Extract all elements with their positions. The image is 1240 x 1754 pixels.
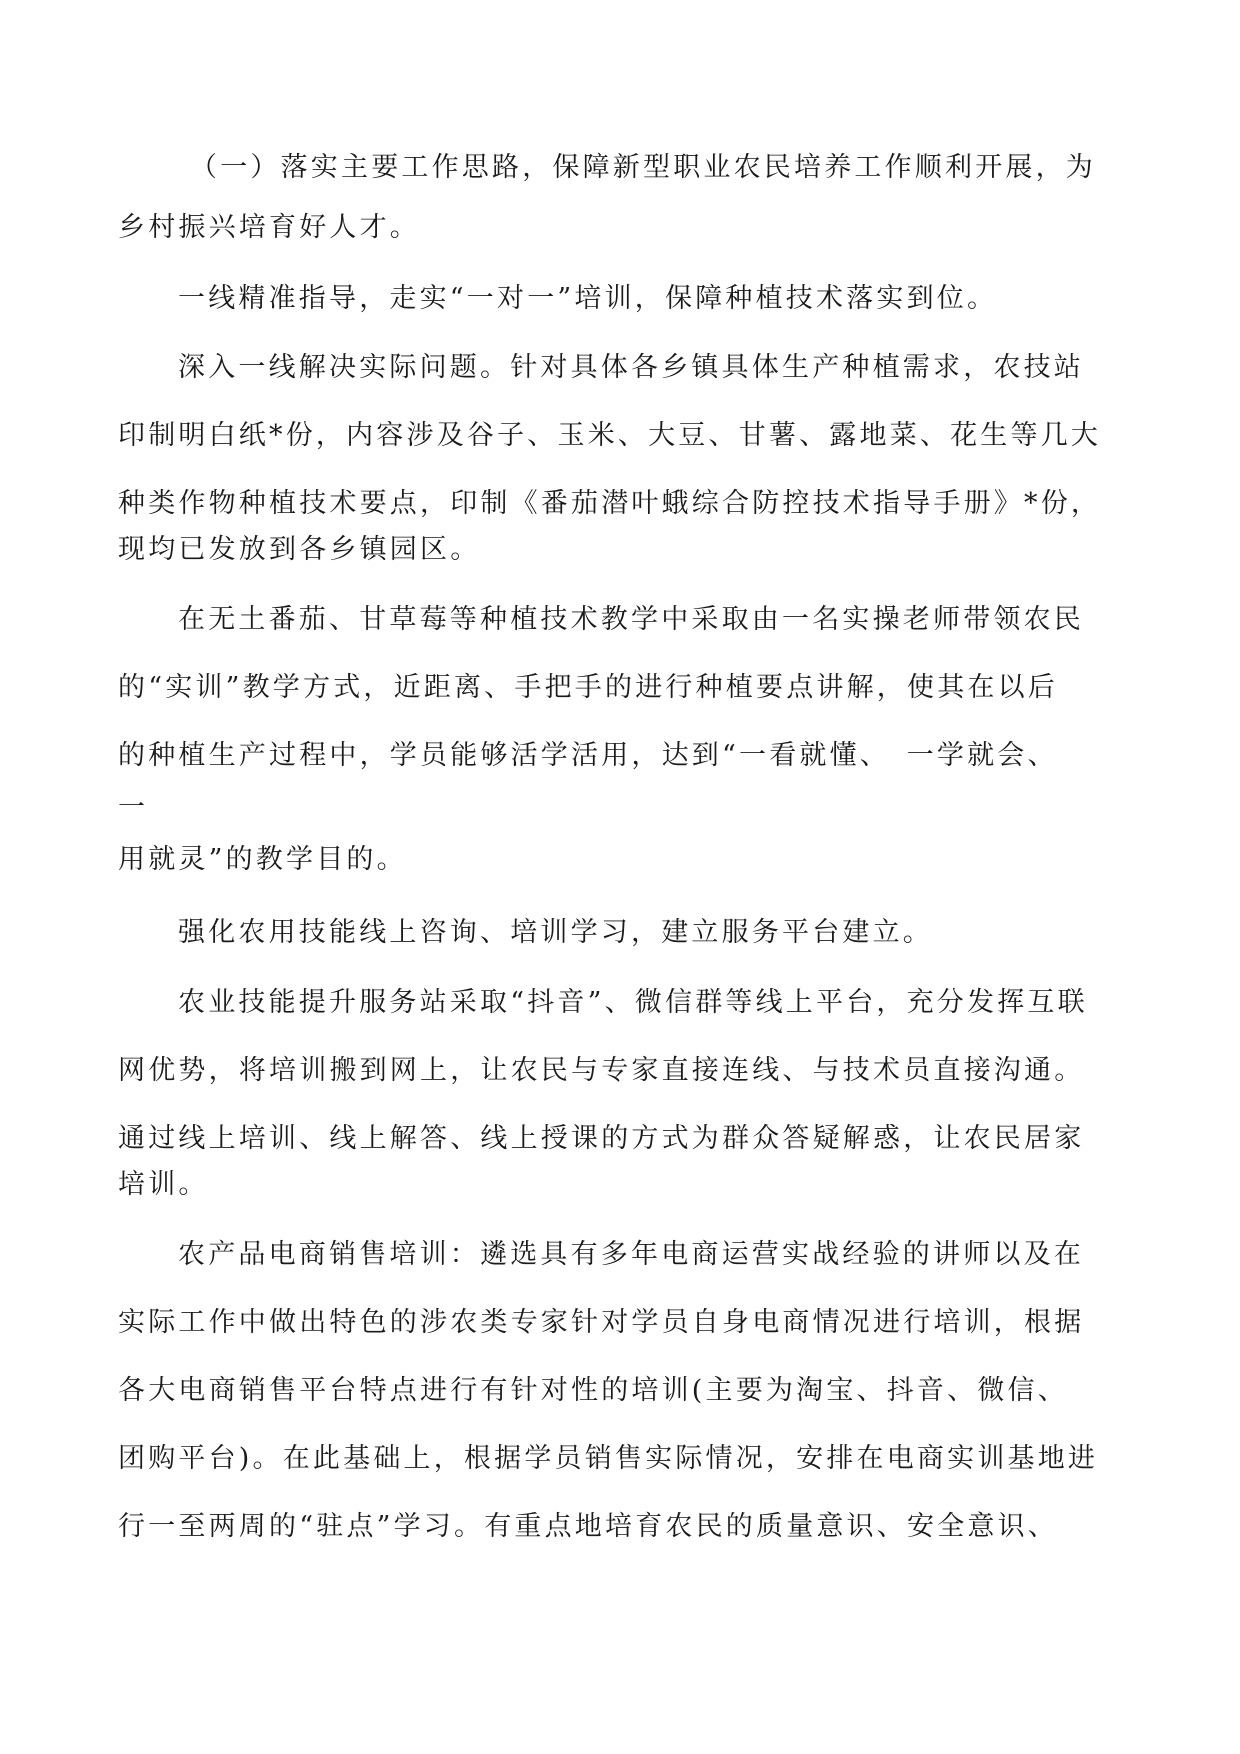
- paragraph-3-line-2: 的“实训”教学方式，近距离、手把手的进行种植要点讲解，使其在以后: [118, 672, 1059, 703]
- paragraph-5-line-2: 网优势，将培训搬到网上，让农民与专家直接连线、与技术员直接沟通。: [118, 1055, 1085, 1086]
- paragraph-6-line-1: 农产品电商销售培训：遴选具有多年电商运营实战经验的讲师以及在: [178, 1239, 1084, 1270]
- paragraph-4-line-1: 强化农用技能线上咨询、培训学习，建立服务平台建立。: [178, 917, 933, 948]
- paragraph-1-line-1: 一线精准指导，走实“一对一”培训，保障种植技术落实到位。: [178, 283, 998, 314]
- paragraph-6-line-5: 行一至两周的“驻点”学习。有重点地培育农民的质量意识、安全意识、: [118, 1511, 1059, 1542]
- paragraph-5-line-4: 培训。: [118, 1169, 209, 1200]
- paragraph-3-line-5: 用就灵”的教学目的。: [118, 844, 407, 875]
- paragraph-2-line-1: 深入一线解决实际问题。针对具体各乡镇具体生产种植需求，农技站: [178, 352, 1084, 383]
- paragraph-6-line-2: 实际工作中做出特色的涉农类专家针对学员自身电商情况进行培训，根据: [118, 1307, 1085, 1338]
- paragraph-3-line-4: 一: [118, 792, 149, 823]
- paragraph-2-line-2: 印制明白纸*份，内容涉及谷子、玉米、大豆、甘薯、露地菜、花生等几大: [118, 420, 1102, 451]
- paragraph-5-line-1: 农业技能提升服务站采取“抖音”、微信群等线上平台，充分发挥互联: [178, 987, 1088, 1018]
- paragraph-5-line-3: 通过线上培训、线上解答、线上授课的方式为群众答疑解惑，让农民居家: [118, 1123, 1085, 1154]
- paragraph-2-line-4: 现均已发放到各乡镇园区。: [118, 534, 481, 565]
- paragraph-6-line-4: 团购平台)。在此基础上，根据学员销售实际情况，安排在电商实训基地进: [118, 1443, 1099, 1474]
- section-heading-line-2: 乡村振兴培育好人才。: [118, 212, 420, 243]
- paragraph-3-line-3: 的种植生产过程中，学员能够活学活用，达到“一看就懂、 一学就会、: [118, 740, 1058, 771]
- paragraph-3-line-1: 在无土番茄、甘草莓等种植技术教学中采取由一名实操老师带领农民: [178, 604, 1084, 635]
- paragraph-2-line-3: 种类作物种植技术要点，印制《番茄潜叶蛾综合防控技术指导手册》*份，: [118, 488, 1102, 519]
- section-heading-line-1: （一）落实主要工作思路，保障新型职业农民培养工作顺利开展，为: [190, 152, 1096, 183]
- paragraph-6-line-3: 各大电商销售平台特点进行有针对性的培训(主要为淘宝、抖音、微信、: [118, 1375, 1068, 1406]
